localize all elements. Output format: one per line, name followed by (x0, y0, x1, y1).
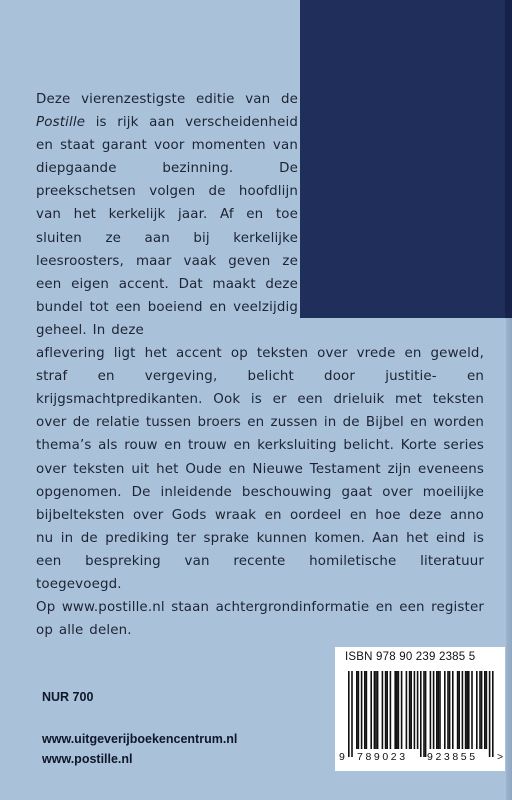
barcode-bar (385, 671, 387, 749)
isbn-barcode-box (335, 647, 505, 771)
barcode-bar (390, 671, 392, 749)
barcode-bar (348, 671, 350, 757)
barcode-bar (398, 671, 400, 749)
blurb-wide-text: aflevering ligt het accent op teksten over vrede en geweld, straf en vergeving, belicht door justitie- en krijgsmachtpredikanten. Ook is er een drieluik met teksten over de relatie tussen broers en zussen in de Bijbel en worden thema’s als rouw en trouw en kerksluiting belicht. Korte series over teksten uit het Oude en Nieuwe Testament zijn eveneens opgenomen. De inleidende beschouwing gaat over moeilijke bijbelteksten over Gods wraak en oordeel en hoe deze anno nu in de prediking ter sprake kunnen komen. Aan het eind is een bespreking van recente homiletische literatuur toegevoegd. (36, 346, 484, 592)
title-postille: Postille (36, 115, 86, 131)
barcode-bar (414, 671, 416, 749)
barcode-bar (423, 671, 425, 757)
barcode-bar (466, 671, 468, 749)
nur-code: NUR 700 (42, 690, 94, 704)
barcode-bar (484, 671, 486, 749)
barcode-bar (457, 671, 459, 749)
barcode-bar (449, 671, 451, 749)
barcode-bar (375, 671, 377, 749)
blurb-narrow-text: is rijk aan verscheidenheid en staat garant voor momenten van diepgaande bezinning. De preekschetsen volgen de hoofdlijn van het kerkelijk jaar. Af en toe sluiten ze aan bij kerkelijke leesroosters, maar vaak geven ze een eigen accent. Dat maakt deze bundel tot een boeiend en veelzijdig geheel. In deze (36, 115, 298, 338)
back-cover-blurb (36, 88, 484, 642)
barcode-bar (481, 671, 483, 749)
blurb-intro (36, 88, 298, 342)
barcode-bar (489, 671, 491, 757)
barcode-bar (436, 671, 438, 749)
barcode-bar (486, 671, 488, 749)
barcode-bar (468, 671, 470, 749)
barcode-bar (356, 671, 358, 749)
barcode-bar (476, 671, 478, 749)
barcode-bar (394, 671, 396, 749)
barcode-digit-lead: 9 (339, 751, 345, 763)
barcode-digit-trail: > (497, 751, 504, 763)
blurb-line1: Deze vierenzestigste editie van de (36, 92, 298, 107)
barcode-bar (438, 671, 440, 749)
postille-url[interactable]: www.postille.nl (42, 752, 133, 766)
publisher-url[interactable]: www.uitgeverijboekencentrum.nl (42, 732, 238, 746)
barcode-bar (374, 671, 376, 749)
barcode-bar (439, 671, 441, 749)
barcode-bar (444, 671, 446, 749)
barcode-bar (479, 671, 481, 749)
website-note: Op www.postille.nl staan achtergrondinformatie en een register op alle delen. (36, 600, 484, 639)
barcode-bar (364, 671, 366, 749)
barcode-bar (386, 671, 388, 749)
barcode-bar (465, 671, 467, 749)
barcode-bar (430, 671, 432, 749)
barcode-bar (377, 671, 379, 749)
isbn-label: ISBN 978 90 239 2385 5 (345, 651, 476, 663)
barcode-bar (396, 671, 398, 749)
barcode-bar (401, 671, 403, 749)
barcode-bar (458, 671, 460, 749)
barcode-bar (425, 671, 427, 757)
barcode-bar (410, 671, 412, 749)
barcode-bar (471, 671, 473, 749)
barcode-digits-right: 923855 (427, 751, 478, 763)
barcode-bar (409, 671, 411, 749)
barcode-digits-left: 789023 (357, 751, 408, 763)
barcode-bar (417, 671, 419, 749)
barcode-bar (351, 671, 353, 757)
barcode-bar (462, 671, 464, 749)
barcode (335, 671, 505, 763)
barcode-bar (361, 671, 363, 749)
publisher-urls (42, 729, 237, 769)
barcode-bar (382, 671, 384, 749)
barcode-bar (406, 671, 408, 749)
barcode-bar (366, 671, 368, 749)
barcode-bar (420, 671, 422, 757)
barcode-bar (492, 671, 494, 757)
barcode-bar (358, 671, 360, 749)
barcode-bar (433, 671, 435, 749)
barcode-bar (447, 671, 449, 749)
barcode-bar (452, 671, 454, 749)
barcode-bar (370, 671, 372, 749)
